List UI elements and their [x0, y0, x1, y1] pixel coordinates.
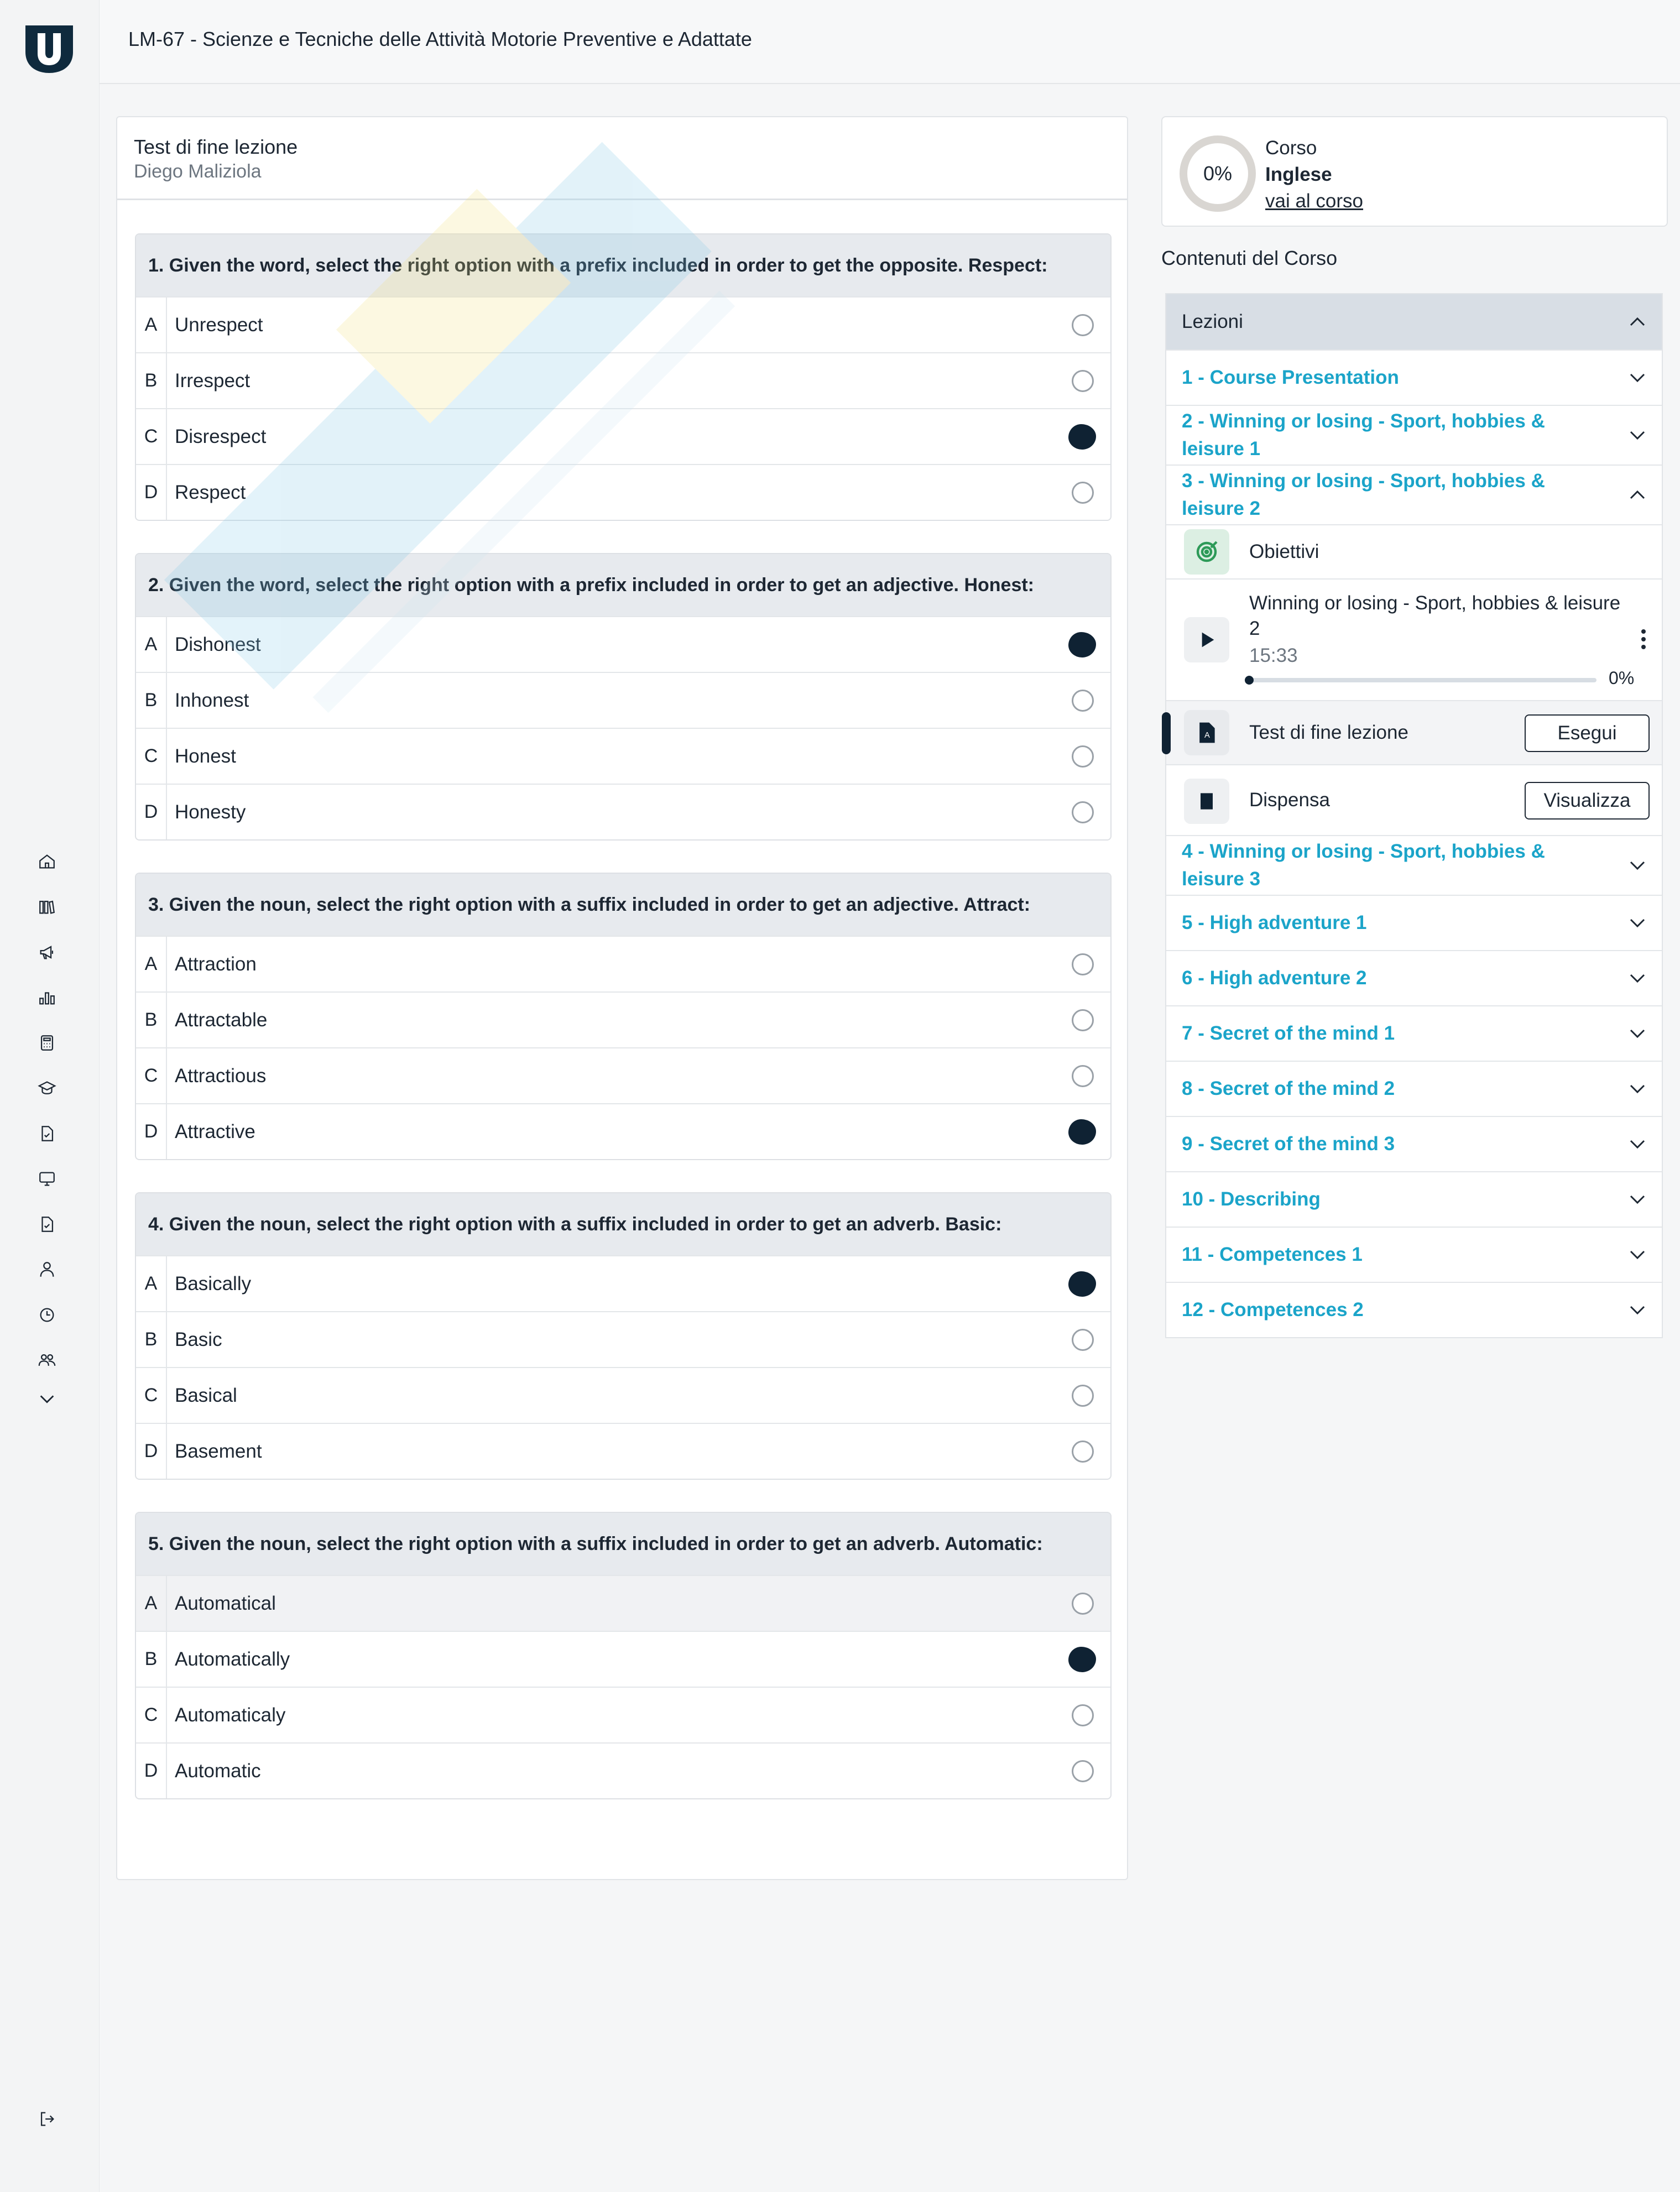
radio-button[interactable]	[1072, 314, 1094, 336]
question-text: 3. Given the noun, select the right option with a suffix included in order to get an adjective. Attract:	[136, 874, 1110, 936]
chevron-down-icon	[1627, 1245, 1647, 1265]
lesson-label: 9 - Secret of the mind 3	[1182, 1133, 1395, 1155]
option-a[interactable]	[136, 1255, 1110, 1311]
option-letter: B	[136, 673, 167, 728]
option-letter: A	[136, 298, 167, 352]
option-a[interactable]	[136, 1575, 1110, 1631]
option-c[interactable]	[136, 408, 1110, 464]
option-label: Basic	[175, 1328, 222, 1350]
svg-text:A: A	[1204, 731, 1210, 740]
radio-button[interactable]	[1072, 1441, 1094, 1463]
chevron-down-icon	[1627, 1024, 1647, 1043]
clock-icon[interactable]	[35, 1303, 59, 1327]
handout-label: Dispensa	[1249, 789, 1330, 811]
chevron-up-icon	[1627, 485, 1647, 505]
option-b[interactable]	[136, 991, 1110, 1047]
radio-button[interactable]	[1072, 801, 1094, 823]
option-letter: A	[136, 1256, 167, 1311]
question-3	[135, 873, 1112, 1160]
chevron-down-icon	[1627, 855, 1647, 875]
active-item-marker	[1162, 712, 1171, 754]
option-letter: D	[136, 1104, 167, 1159]
video-title: Winning or losing - Sport, hobbies & leisure 2	[1249, 592, 1621, 639]
option-d[interactable]	[136, 784, 1110, 839]
lesson-label: 3 - Winning or losing - Sport, hobbies & leisure 2	[1182, 470, 1545, 519]
test-label: Test di fine lezione	[1249, 722, 1408, 743]
chevron-down-icon	[1627, 425, 1647, 445]
radio-button-selected[interactable]	[1068, 1647, 1096, 1672]
radio-button[interactable]	[1072, 1329, 1094, 1351]
option-letter: A	[136, 937, 167, 991]
lesson-item[interactable]	[1166, 1116, 1662, 1171]
quiz-panel	[116, 116, 1128, 1880]
option-letter: C	[136, 729, 167, 784]
objectives-label: Obiettivi	[1249, 541, 1319, 562]
question-text: 2. Given the word, select the right option with a prefix included in order to get an adjective. Honest:	[136, 554, 1110, 616]
option-letter: B	[136, 353, 167, 408]
question-4	[135, 1192, 1112, 1480]
monitor-icon[interactable]	[35, 1167, 59, 1191]
course-name: Inglese	[1265, 164, 1332, 185]
option-letter: C	[136, 409, 167, 464]
option-label: Automatically	[175, 1648, 290, 1670]
sidebar	[0, 0, 100, 2192]
video-progress-label: 0%	[1609, 668, 1635, 688]
radio-button[interactable]	[1072, 370, 1094, 392]
graduation-cap-icon[interactable]	[35, 1076, 59, 1100]
lesson-label: 11 - Competences 1	[1182, 1244, 1363, 1265]
option-letter: C	[136, 1688, 167, 1742]
target-icon	[1184, 529, 1229, 575]
video-progress-bar[interactable]	[1248, 678, 1596, 682]
contents-title: Contenuti del Corso	[1161, 247, 1338, 269]
lesson-item[interactable]	[1166, 1005, 1662, 1061]
option-b[interactable]	[136, 1631, 1110, 1687]
radio-button-selected[interactable]	[1068, 1119, 1096, 1145]
course-kind: Corso	[1265, 137, 1317, 159]
run-test-button[interactable]: Esegui	[1525, 714, 1650, 752]
test-document-icon	[1184, 710, 1229, 755]
radio-button[interactable]	[1072, 953, 1094, 975]
option-d[interactable]	[136, 1423, 1110, 1479]
radio-button[interactable]	[1072, 690, 1094, 712]
option-label: Automaticaly	[175, 1704, 286, 1726]
objectives-item[interactable]	[1166, 524, 1662, 578]
radio-button[interactable]	[1072, 745, 1094, 768]
lesson-item[interactable]	[1166, 1227, 1662, 1282]
radio-button[interactable]	[1072, 482, 1094, 504]
chevron-down-icon	[1627, 1300, 1647, 1320]
option-letter: C	[136, 1048, 167, 1103]
option-letter: D	[136, 465, 167, 520]
library-icon[interactable]	[35, 895, 59, 919]
option-a[interactable]	[136, 616, 1110, 672]
option-letter: A	[136, 1576, 167, 1631]
option-a[interactable]	[136, 936, 1110, 991]
document-check-icon[interactable]	[35, 1212, 59, 1236]
option-label: Irrespect	[175, 369, 251, 392]
chart-icon[interactable]	[35, 985, 59, 1010]
lessons-section-label: Lezioni	[1182, 311, 1243, 332]
option-letter: B	[136, 1632, 167, 1687]
option-letter: B	[136, 993, 167, 1047]
course-card	[1161, 116, 1668, 227]
home-icon[interactable]	[35, 849, 59, 874]
course-progress-label: 0%	[1203, 162, 1233, 185]
video-progress-handle[interactable]	[1245, 676, 1254, 685]
chevron-down-icon	[1627, 913, 1647, 933]
option-label: Inhonest	[175, 689, 249, 711]
option-letter: C	[136, 1368, 167, 1423]
option-label: Respect	[175, 481, 246, 503]
option-d[interactable]	[136, 1742, 1110, 1798]
question-text: 5. Given the noun, select the right option with a suffix included in order to get an adverb. Automatic:	[136, 1513, 1110, 1575]
option-b[interactable]	[136, 1311, 1110, 1367]
option-b[interactable]	[136, 672, 1110, 728]
question-2	[135, 553, 1112, 841]
option-label: Basical	[175, 1384, 237, 1406]
option-label: Unrespect	[175, 314, 263, 336]
radio-button-selected[interactable]	[1068, 1271, 1096, 1297]
option-label: Automatic	[175, 1760, 261, 1782]
chevron-down-icon	[1627, 1134, 1647, 1154]
lesson-item[interactable]	[1166, 895, 1662, 950]
view-handout-button[interactable]: Visualizza	[1525, 782, 1650, 820]
option-label: Automatical	[175, 1592, 276, 1614]
calculator-icon[interactable]	[35, 1031, 59, 1055]
quiz-title: Test di fine lezione	[134, 135, 298, 158]
option-d[interactable]	[136, 464, 1110, 520]
chevron-down-icon	[1627, 968, 1647, 988]
option-label: Basically	[175, 1272, 252, 1295]
radio-button[interactable]	[1072, 1385, 1094, 1407]
option-a[interactable]	[136, 296, 1110, 352]
go-to-course-link[interactable]: vai al corso	[1265, 190, 1364, 212]
lesson-label: 2 - Winning or losing - Sport, hobbies & leisure 1	[1182, 410, 1545, 460]
video-item[interactable]	[1166, 578, 1662, 700]
option-label: Attraction	[175, 953, 257, 975]
lesson-label: 8 - Secret of the mind 2	[1182, 1078, 1395, 1099]
lesson-item[interactable]	[1166, 835, 1662, 895]
option-b[interactable]	[136, 352, 1110, 408]
option-letter: A	[136, 617, 167, 672]
option-label: Dishonest	[175, 633, 261, 655]
option-c[interactable]	[136, 1047, 1110, 1103]
option-c[interactable]	[136, 728, 1110, 784]
option-letter: D	[136, 1744, 167, 1798]
chevron-up-icon	[1627, 312, 1647, 332]
university-logo[interactable]	[23, 23, 75, 75]
megaphone-icon[interactable]	[35, 940, 59, 964]
lesson-item[interactable]	[1166, 1282, 1662, 1337]
document-check-icon[interactable]	[35, 1121, 59, 1146]
book-icon	[1184, 779, 1229, 824]
video-duration: 15:33	[1249, 645, 1298, 666]
question-text: 1. Given the word, select the right option with a prefix included in order to get the opposite. Respect:	[136, 234, 1110, 296]
quiz-header	[117, 117, 1127, 200]
chevron-down-icon[interactable]	[35, 1387, 59, 1411]
option-label: Attractious	[175, 1064, 267, 1087]
radio-button-selected[interactable]	[1068, 632, 1096, 657]
chevron-down-icon	[1627, 1189, 1647, 1209]
radio-button[interactable]	[1072, 1704, 1094, 1726]
option-d[interactable]	[136, 1103, 1110, 1159]
test-item[interactable]	[1166, 700, 1662, 764]
lesson-item[interactable]	[1166, 1061, 1662, 1116]
lesson-item-expanded[interactable]	[1166, 465, 1662, 524]
option-label: Disrespect	[175, 425, 267, 447]
person-icon[interactable]	[35, 1257, 59, 1282]
chevron-down-icon	[1627, 368, 1647, 388]
play-icon[interactable]	[1184, 617, 1229, 662]
option-label: Honesty	[175, 801, 246, 823]
logout-icon[interactable]	[35, 2107, 59, 2131]
lessons-section-header[interactable]	[1166, 294, 1662, 349]
radio-button[interactable]	[1072, 1009, 1094, 1031]
option-c[interactable]	[136, 1687, 1110, 1742]
radio-button[interactable]	[1072, 1593, 1094, 1615]
lesson-label: 6 - High adventure 2	[1182, 967, 1367, 989]
question-1	[135, 233, 1112, 521]
radio-button[interactable]	[1072, 1760, 1094, 1782]
lesson-label: 5 - High adventure 1	[1182, 912, 1367, 933]
quiz-author: Diego Maliziola	[134, 161, 262, 182]
lesson-item[interactable]	[1166, 405, 1662, 465]
option-label: Basement	[175, 1440, 262, 1462]
option-label: Attractable	[175, 1009, 268, 1031]
option-label: Honest	[175, 745, 236, 767]
question-text: 4. Given the noun, select the right option with a suffix included in order to get an adverb. Basic:	[136, 1193, 1110, 1255]
radio-button-selected[interactable]	[1068, 424, 1096, 450]
option-letter: B	[136, 1312, 167, 1367]
lesson-label: 10 - Describing	[1182, 1188, 1321, 1210]
lesson-label: 12 - Competences 2	[1182, 1299, 1364, 1321]
option-letter: D	[136, 785, 167, 839]
lesson-item[interactable]	[1166, 950, 1662, 1005]
degree-title: LM-67 - Scienze e Tecniche delle Attività Motorie Preventive e Adattate	[128, 28, 752, 50]
lesson-label: 4 - Winning or losing - Sport, hobbies & leisure 3	[1182, 841, 1545, 890]
lesson-item[interactable]	[1166, 349, 1662, 405]
handout-item[interactable]	[1166, 764, 1662, 835]
lesson-label: 7 - Secret of the mind 1	[1182, 1022, 1395, 1044]
radio-button[interactable]	[1072, 1065, 1094, 1087]
top-bar	[100, 0, 1680, 84]
lessons-accordion	[1165, 293, 1663, 1338]
question-5	[135, 1512, 1112, 1799]
option-c[interactable]	[136, 1367, 1110, 1423]
option-label: Attractive	[175, 1120, 255, 1142]
option-letter: D	[136, 1424, 167, 1479]
chevron-down-icon	[1627, 1079, 1647, 1099]
people-icon[interactable]	[35, 1348, 59, 1372]
more-options-icon[interactable]	[1640, 628, 1647, 650]
lesson-label: 1 - Course Presentation	[1182, 367, 1399, 388]
lesson-item[interactable]	[1166, 1171, 1662, 1227]
